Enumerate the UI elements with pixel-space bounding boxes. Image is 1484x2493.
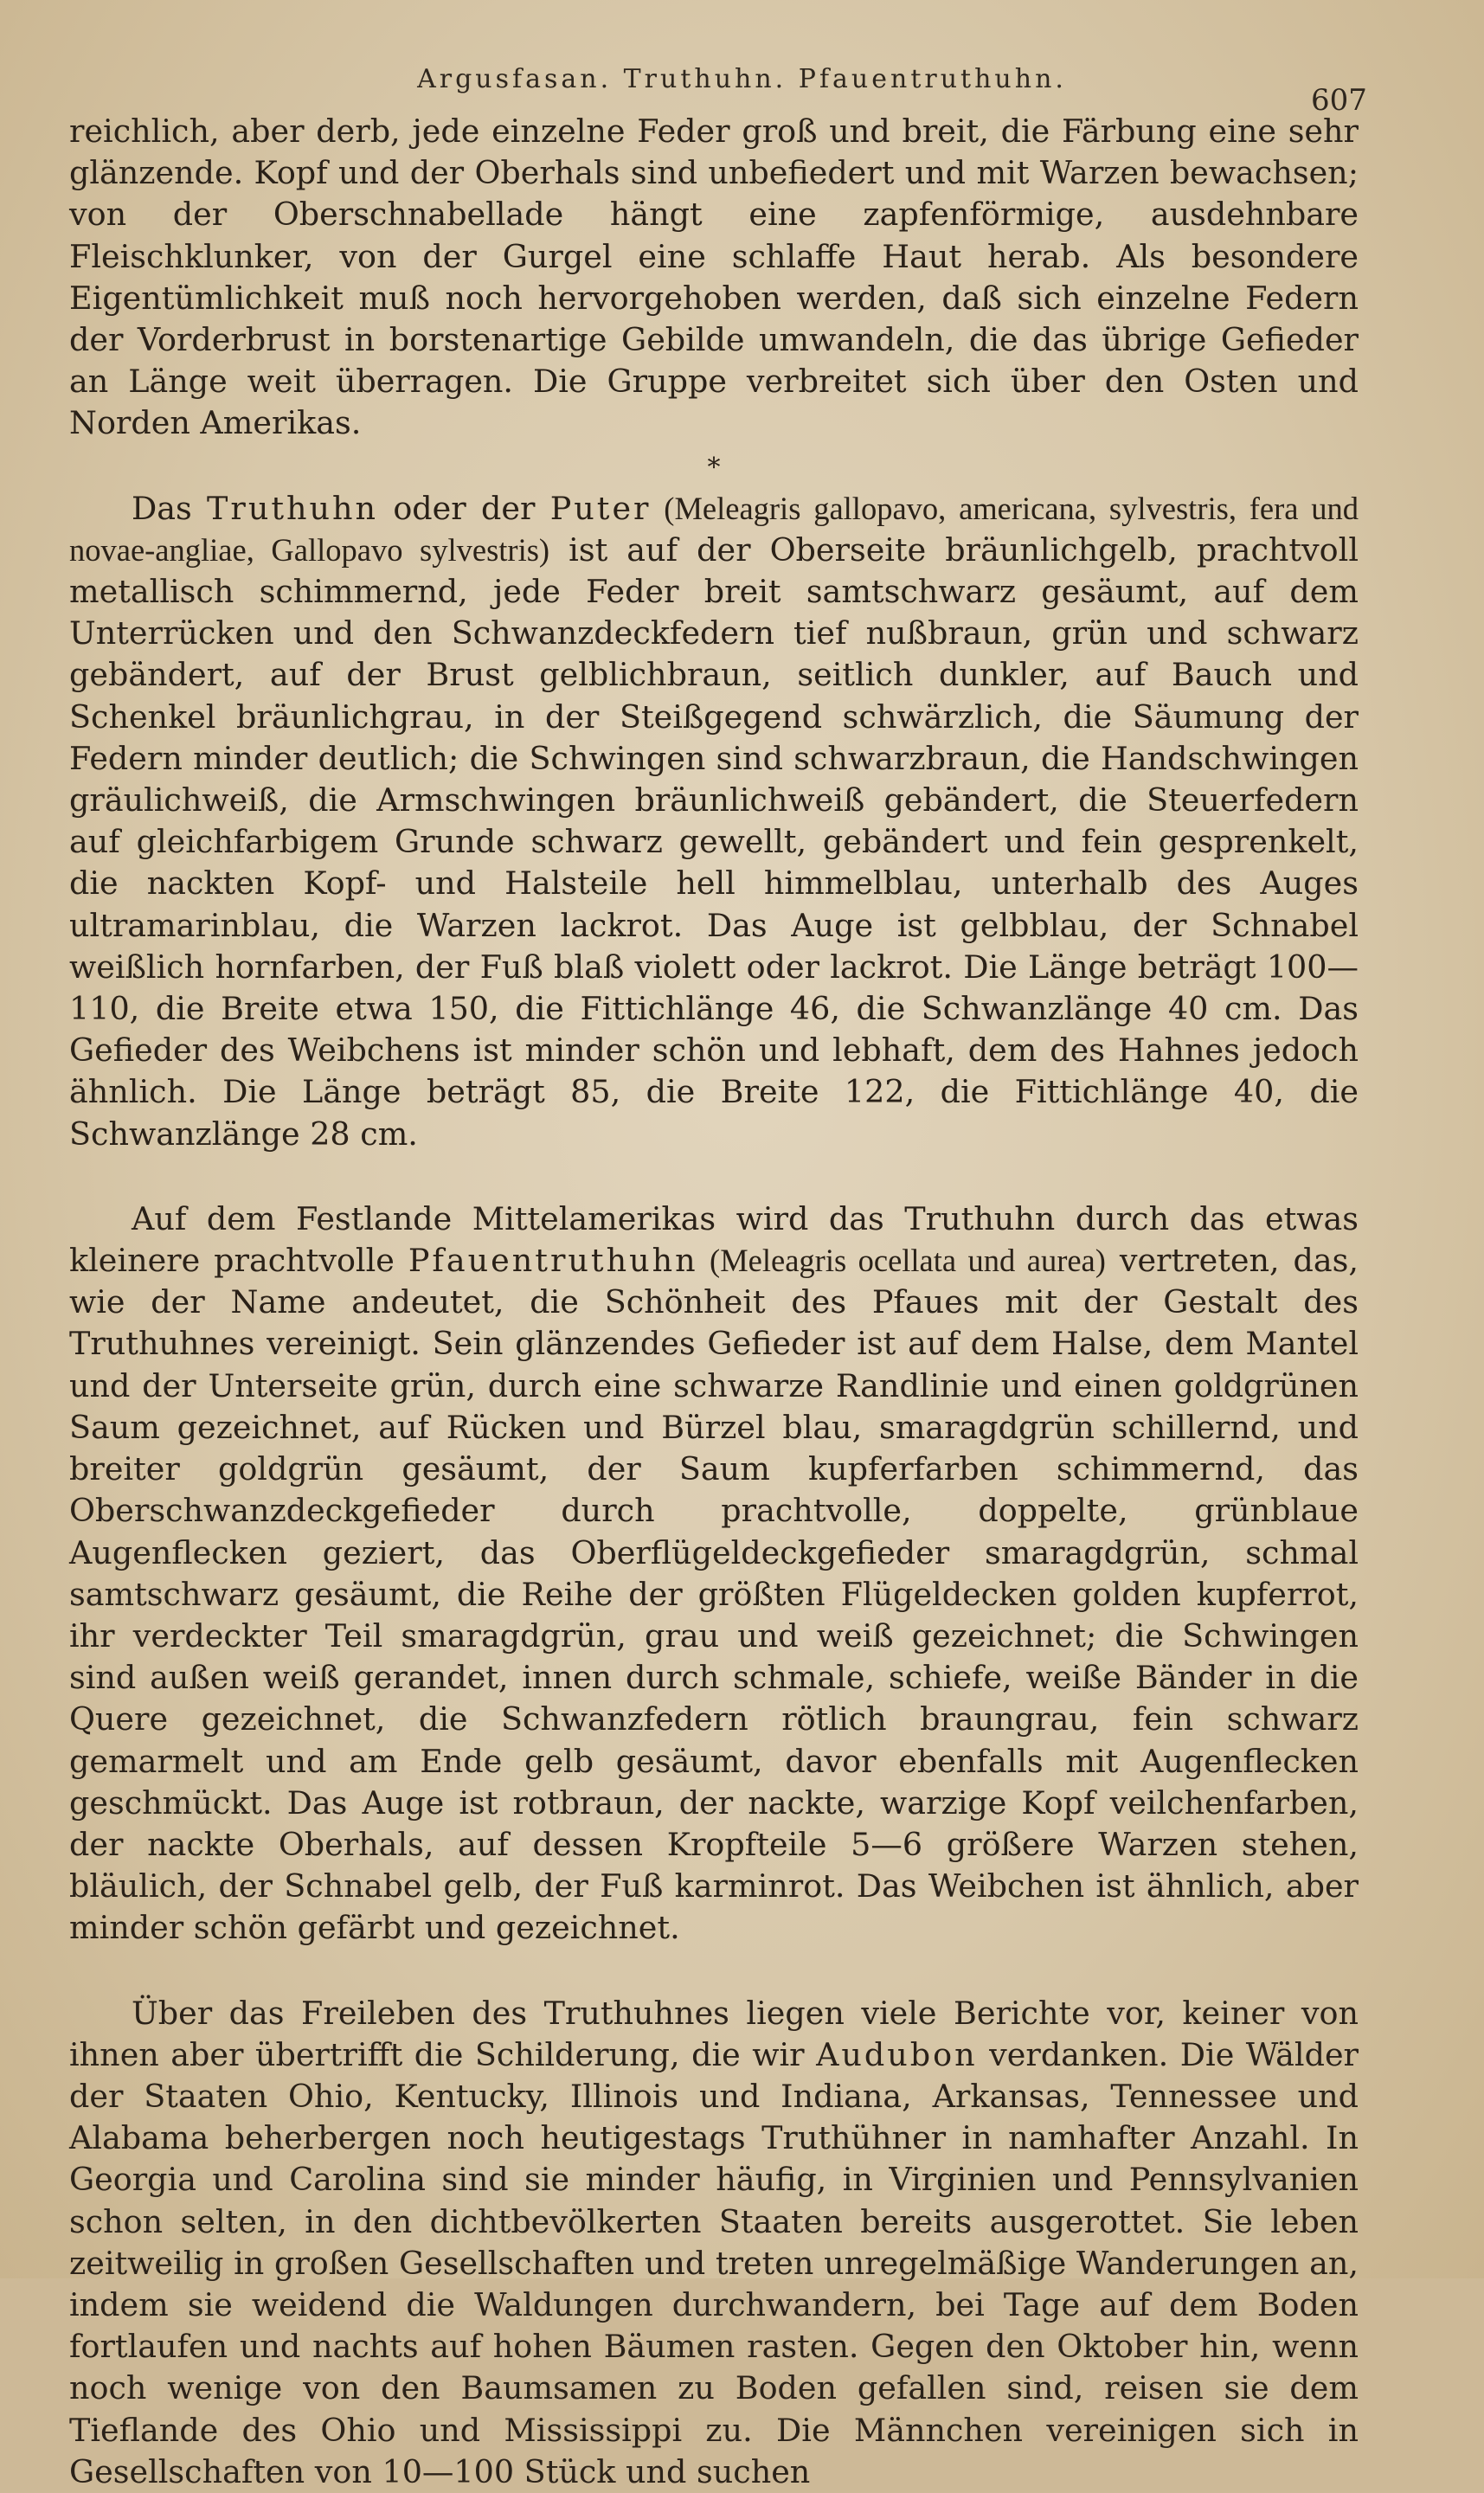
body-text: [69, 111, 1359, 2493]
running-head: Argusfasan. Truthuhn. Pfauentruthuhn.: [417, 64, 1067, 94]
text-run: vertreten, das, wie der Name andeutet, die Schönheit des Pfaues mit der Gestalt des Truthuhnes vereinigt. Sein glänzendes Gefieder ist auf dem Halse, dem Mantel und der Unterseite grün, durch eine schwarze Randlinie und einen goldgrünen Saum gezeichnet, auf Rücken und Bürzel blau, smaragdgrün schillernd, und breiter goldgrün gesäumt, der Saum kupferfarben schimmernd, das Oberschwanzdeckgefieder durch prachtvolle, doppelte, grünblaue Augenflecken geziert, das Oberflügeldeckgefieder smaragdgrün, schmal samtschwarz gesäumt, die Reihe der größten Flügeldecken golden kupferrot, ihr verdeckter Teil smaragdgrün, grau und weiß gezeichnet; die Schwingen sind außen weiß gerandet, innen durch schmale, schiefe, weiße Bänder in die Quere gezeichnet, die Schwanzfedern rötlich braungrau, fein schwarz gemarmelt und am Ende gelb gesäumt, davor ebenfalls mit Augenflecken geschmückt. Das Auge ist rotbraun, der nackte, warzige Kopf veilchenfarben, der nackte Oberhals, auf dessen Kropfteile 5—6 größere Warzen stehen, bläulich, der Schnabel gelb, der Fuß karminrot. Das Weibchen ist ähnlich, aber minder schön gefärbt und gezeichnet.: [69, 1242, 1359, 1947]
section-separator-asterisk: *: [707, 452, 721, 483]
text-run: Über das Freileben des Truthuhnes liegen viele Berichte vor, keiner von ihnen aber übertrifft die Schilderung, die wir: [69, 1994, 1359, 2073]
latin-binomial: (Meleagris gallopavo, americana, sylvestris, fera und novae-angliae, Gallopavo sylvestris): [69, 490, 1359, 568]
page-number: 607: [1311, 83, 1367, 118]
paragraph-freileben: [69, 1993, 1359, 2493]
species-name-pfauentruthuhn: Pfauentruthuhn: [408, 1242, 698, 1280]
species-name-truthuhn: Truthuhn: [207, 489, 379, 527]
paragraph-truthuhn: [69, 488, 1359, 1155]
paragraph-gap: [69, 1950, 1359, 1993]
paragraph-argus-continued: reichlich, aber derb, jede einzelne Feder groß und breit, die Färbung eine sehr glänzende. Kopf und der Oberhals sind unbefiedert und mit Warzen bewachsen; von der Oberschnabellade hängt eine zapfenförmige, ausdehnbare Fleischklunker, von der Gurgel eine schlaffe Haut herab. Als besondere Eigentümlichkeit muß noch hervorgehoben werden, daß sich einzelne Federn der Vorderbrust in borstenartige Gebilde umwandeln, die das übrige Gefieder an Länge weit überragen. Die Gruppe verbreitet sich über den Osten und Norden Amerikas.: [69, 112, 1359, 442]
text-run: Auf dem Festlande Mittelamerikas wird das Truthuhn durch das etwas kleinere prachtvolle: [69, 1199, 1359, 1280]
text-run: Das: [132, 489, 208, 527]
text-run: verdanken. Die Wälder der Staaten Ohio, Kentucky, Illinois und Indiana, Arkansas, Tennessee und Alabama beherbergen noch heutigestags Truthühner in namhafter Anzahl. In Georgia und Carolina sind sie minder häufig, in Virginien und Pennsylvanien schon selten, in den dichtbevölkerten Staaten bereits ausgerottet. Sie leben zeitweilig in großen Gesellschaften und treten unregelmäßige Wanderungen an, indem sie weidend die Waldungen durchwandern, bei Tage auf dem Boden fortlaufen und nachts auf hohen Bäumen rasten. Gegen den Oktober hin, wenn noch wenige von den Baumsamen zu Boden gefallen sind, reisen sie dem Tieflande des Ohio und Mississippi zu. Die Männchen vereinigen sich in Gesellschaften von 10—100 Stück und suchen: [69, 2035, 1359, 2490]
paragraph-pfauentruthuhn: [69, 1198, 1359, 1950]
text-run: oder der: [378, 489, 550, 527]
paragraph-gap: [69, 1155, 1359, 1198]
latin-binomial: (Meleagris ocellata und aurea): [697, 1243, 1106, 1279]
species-name-puter: Puter: [549, 489, 652, 527]
text-run: ist auf der Oberseite bräunlichgelb, prachtvoll metallisch schimmernd, jede Feder breit samtschwarz gesäumt, auf dem Unterrücken und den Schwanzdeckfedern tief nußbraun, grün und schwarz gebändert, auf der Brust gelblichbraun, seitlich dunkler, auf Bauch und Schenkel bräunlichgrau, in der Steißgegend schwärzlich, die Säumung der Federn minder deutlich; die Schwingen sind schwarzbraun, die Handschwingen gräulichweiß, die Armschwingen bräunlichweiß gebändert, die Steuerfedern auf gleichfarbigem Grunde schwarz gewellt, gebändert und fein gesprenkelt, die nackten Kopf- und Halsteile hell himmelblau, unterhalb des Auges ultramarinblau, die Warzen lackrot. Das Auge ist gelbblau, der Schnabel weißlich hornfarben, der Fuß blaß violett oder lackrot. Die Länge beträgt 100—110, die Breite etwa 150, die Fittichlänge 46, die Schwanzlänge 40 cm. Das Gefieder des Weibchens ist minder schön und lebhaft, dem des Hahnes jedoch ähnlich. Die Länge beträgt 85, die Breite 122, die Fittichlänge 40, die Schwanzlänge 28 cm.: [69, 530, 1359, 1153]
author-name-audubon: Audubon: [816, 2035, 978, 2073]
